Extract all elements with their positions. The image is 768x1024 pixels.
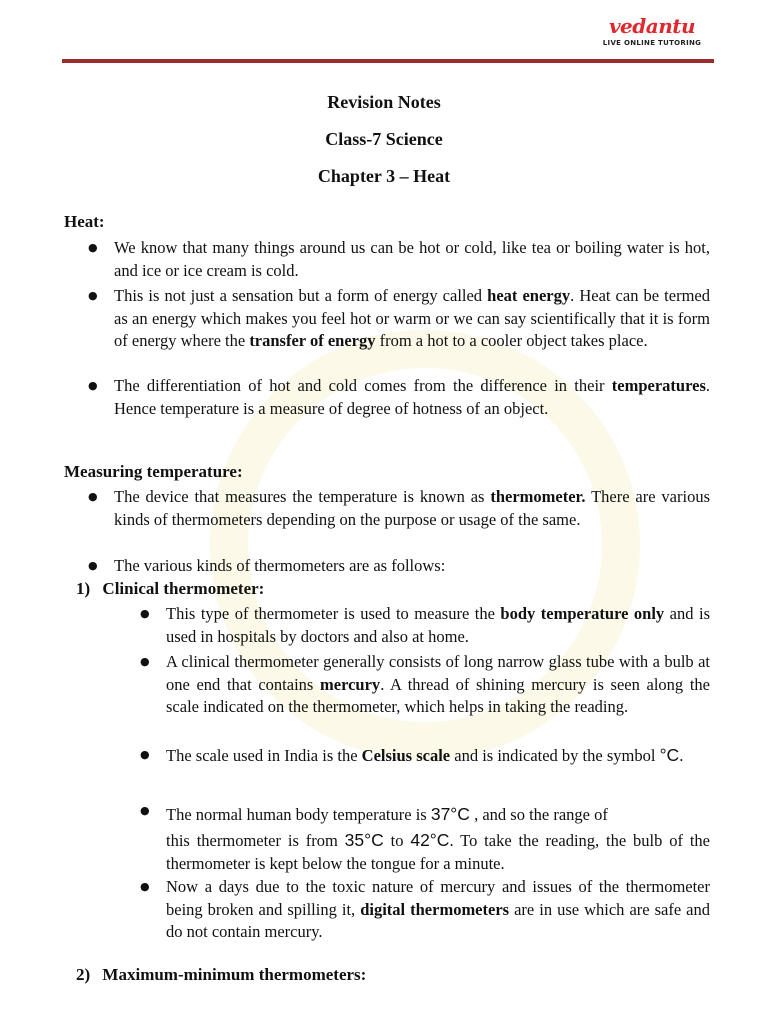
clinical-bullet-5 — [166, 876, 710, 944]
text-run: from a hot to a cooler object takes place. — [375, 331, 648, 350]
bold-term: temperatures — [611, 376, 706, 395]
vedantu-logo — [592, 14, 712, 54]
clinical-bullet-4-line-2 — [166, 829, 710, 875]
doc-title: Revision Notes — [327, 92, 441, 112]
text-run: The device that measures the temperature is known as — [114, 487, 491, 506]
text-run: are in use which are safe and do not contain mercury. — [166, 899, 711, 941]
text-run: This is not just a sensation but a form of energy called — [114, 286, 488, 305]
bold-term: heat energy — [487, 286, 571, 305]
text-run: to — [383, 831, 411, 850]
text-run: and is used in hospitals by doctors and also at home. — [166, 604, 710, 646]
maxmin-title: Maximum-minimum thermometers: — [102, 965, 367, 984]
measuring-bullet-1 — [114, 486, 710, 531]
logo-wordmark: vedantu — [608, 14, 696, 38]
bold-term: body temperature only — [500, 604, 665, 623]
bold-term: transfer of energy — [249, 331, 376, 350]
text-run: and is indicated by the symbol — [450, 746, 660, 765]
maxmin-subheading — [76, 965, 366, 985]
header-rule — [62, 59, 714, 63]
bold-term: digital thermometers — [360, 899, 510, 919]
text-run: A clinical thermometer generally consists of long narrow glass tube with a bulb at one end that contains — [166, 652, 710, 694]
logo-tagline: LIVE ONLINE TUTORING — [602, 39, 702, 47]
clinical-bullet-2 — [166, 651, 710, 719]
text-run: . — [679, 746, 684, 765]
clinical-title: Clinical thermometer: — [102, 579, 265, 598]
text-run: this thermometer is from — [166, 831, 345, 850]
text-run: . Hence temperature is a measure of degree of hotness of an object. — [114, 376, 710, 418]
text-run: This type of thermometer is used to measure the — [166, 604, 501, 623]
doc-class: Class-7 Science — [325, 129, 443, 149]
bold-term: thermometer. — [490, 487, 586, 506]
measuring-bullet-2 — [114, 555, 710, 578]
heat-bullet-3 — [114, 375, 710, 420]
text-run: . A thread of shining mercury is seen along the scale indicated on the thermometer, which helps in taking the reading. — [166, 674, 710, 716]
text-run: There are various kinds of thermometers depending on the purpose or usage of the same. — [114, 487, 711, 529]
text-run: Now a days due to the toxic nature of mercury and issues of the thermometer being broken and spilling it, — [166, 877, 710, 919]
text-run: We know that many things around us can be hot or cold, like tea or boiling water is hot, and ice or ice cream is cold. — [114, 238, 710, 280]
clinical-bullet-3 — [166, 740, 710, 771]
heat-heading: Heat: — [64, 212, 105, 231]
text-run: , and so the range of — [469, 805, 608, 824]
clinical-number: 1) — [76, 579, 91, 598]
text-run: The normal human body temperature is — [166, 805, 431, 824]
measuring-heading: Measuring temperature: — [64, 462, 243, 481]
temperature-value: °C — [659, 745, 680, 765]
maxmin-number: 2) — [76, 965, 91, 984]
temperature-value: 35°C — [344, 830, 384, 850]
text-run: The scale used in India is the — [166, 746, 362, 765]
bold-term: Celsius scale — [361, 746, 451, 765]
bold-term: mercury — [320, 674, 381, 694]
clinical-bullet-1 — [166, 603, 710, 648]
temperature-value: 42°C — [410, 830, 450, 850]
text-run: The differentiation of hot and cold comes from the difference in their — [114, 376, 612, 395]
heat-bullet-1 — [114, 237, 710, 282]
text-run: . Heat can be termed as an energy which makes you feel hot or warm or we can say scientifically that it is form of energy where the — [114, 286, 710, 350]
clinical-bullet-4 — [166, 800, 710, 875]
temperature-value: 37°C — [430, 804, 470, 824]
doc-chapter: Chapter 3 – Heat — [317, 166, 451, 186]
heat-bullet-2 — [114, 285, 710, 353]
text-run: The various kinds of thermometers are as follows: — [114, 556, 446, 575]
text-run: . To take the reading, the bulb of the thermometer is kept below the tongue for a minute. — [166, 831, 710, 873]
clinical-bullet-4-line-1 — [166, 800, 710, 829]
clinical-subheading — [76, 579, 264, 599]
